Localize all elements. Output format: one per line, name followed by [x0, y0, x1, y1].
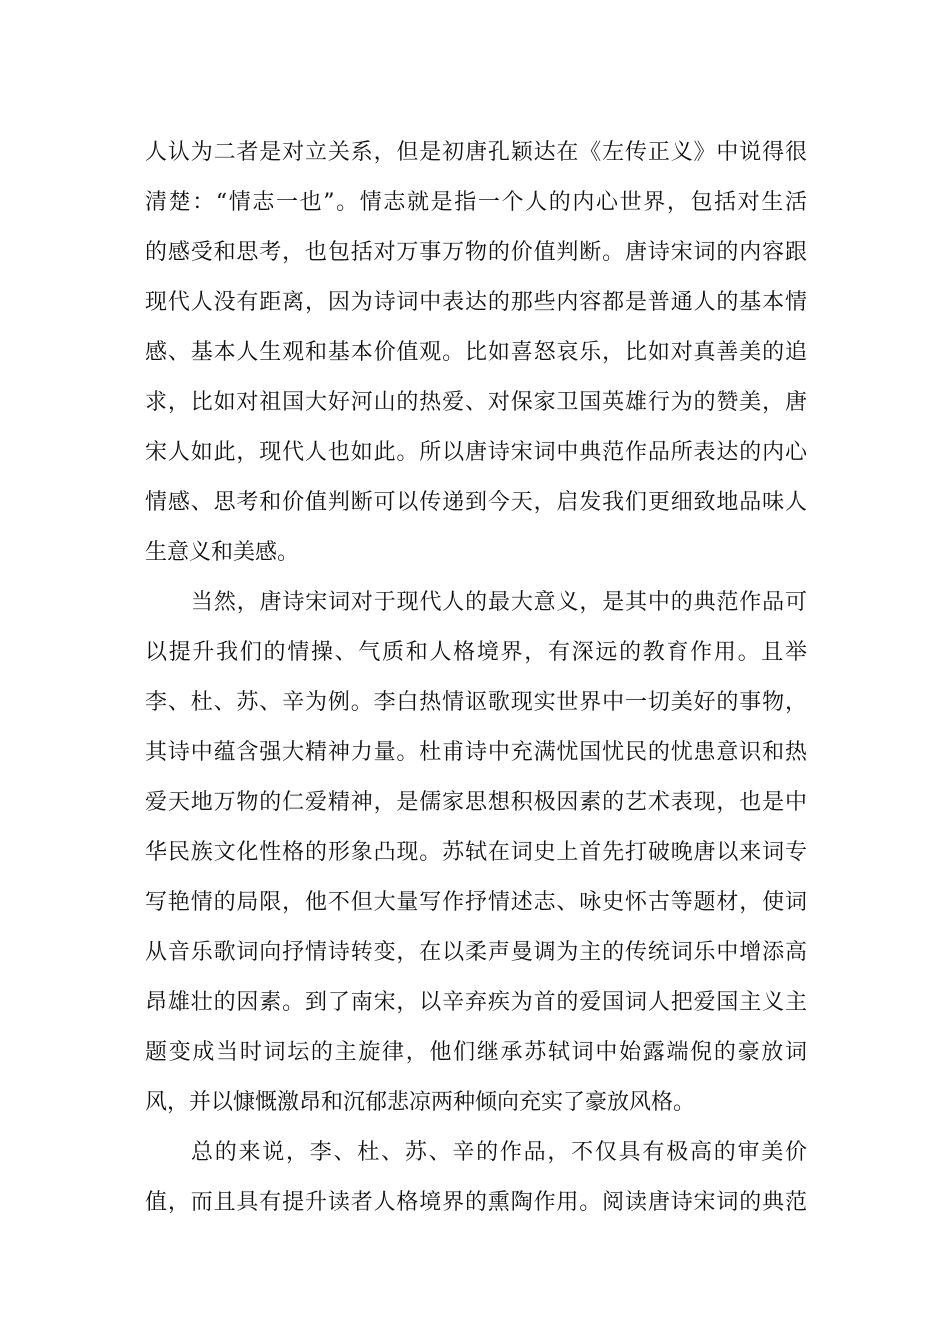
text-line: 情感、思考和价值判断可以传递到今天，启发我们更细致地品味人	[145, 490, 807, 515]
text-line: 其诗中蕴含强大精神力量。杜甫诗中充满忧国忧民的忧患意识和热	[145, 740, 807, 765]
document-body	[145, 128, 807, 1228]
text-line: 李、杜、苏、辛为例。李白热情讴歌现实世界中一切美好的事物，	[145, 690, 807, 715]
paragraph-1	[145, 128, 807, 578]
text-line: 昂雄壮的因素。到了南宋，以辛弃疾为首的爱国词人把爱国主义主	[145, 990, 807, 1015]
text-line: 题变成当时词坛的主旋律，他们继承苏轼词中始露端倪的豪放词	[145, 1040, 807, 1065]
text-line: 总的来说，李、杜、苏、辛的作品，不仅具有极高的审美价	[191, 1140, 807, 1165]
text-line: 以提升我们的情操、气质和人格境界，有深远的教育作用。且举	[145, 640, 807, 665]
text-line: 风，并以慷慨激昂和沉郁悲凉两种倾向充实了豪放风格。	[145, 1090, 696, 1115]
text-line: 清楚：“情志一也”。情志就是指一个人的内心世界，包括对生活	[145, 190, 807, 215]
text-line: 求，比如对祖国大好河山的热爱、对保家卫国英雄行为的赞美，唐	[145, 390, 807, 415]
text-line: 生意义和美感。	[145, 540, 300, 565]
text-line: 宋人如此，现代人也如此。所以唐诗宋词中典范作品所表达的内心	[145, 440, 807, 465]
text-line: 的感受和思考，也包括对万事万物的价值判断。唐诗宋词的内容跟	[145, 240, 807, 265]
text-line: 爱天地万物的仁爱精神，是儒家思想积极因素的艺术表现，也是中	[145, 790, 807, 815]
text-line: 现代人没有距离，因为诗词中表达的那些内容都是普通人的基本情	[145, 290, 807, 315]
text-line: 从音乐歌词向抒情诗转变，在以柔声曼调为主的传统词乐中增添高	[145, 940, 807, 965]
text-line: 华民族文化性格的形象凸现。苏轼在词史上首先打破晚唐以来词专	[145, 840, 807, 865]
text-line: 人认为二者是对立关系，但是初唐孔颖达在《左传正义》中说得很	[145, 140, 807, 165]
paragraph-2	[145, 578, 807, 1128]
text-line: 写艳情的局限，他不但大量写作抒情述志、咏史怀古等题材，使词	[145, 890, 807, 915]
text-line: 值，而且具有提升读者人格境界的熏陶作用。阅读唐诗宋词的典范	[145, 1190, 807, 1215]
text-line: 当然，唐诗宋词对于现代人的最大意义，是其中的典范作品可	[191, 590, 807, 615]
text-line: 感、基本人生观和基本价值观。比如喜怒哀乐，比如对真善美的追	[145, 340, 807, 365]
paragraph-3	[145, 1128, 807, 1228]
